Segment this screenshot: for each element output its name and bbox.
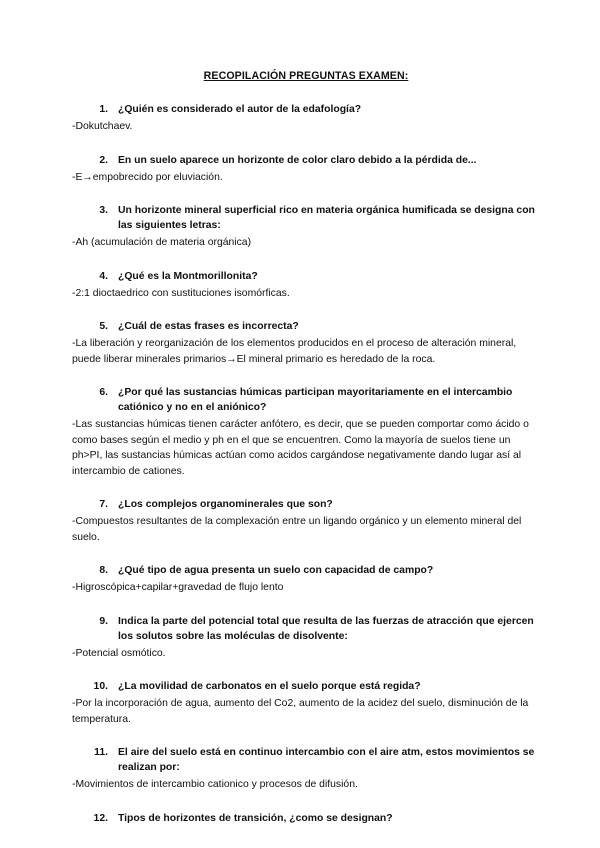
question-heading xyxy=(72,679,540,694)
answer-text: -Dokutchaev. xyxy=(72,121,133,132)
question-number: 3. xyxy=(99,205,108,216)
question-heading xyxy=(72,269,540,284)
question-number: 10. xyxy=(93,681,108,692)
question-item xyxy=(72,745,540,793)
question-text: El aire del suelo está en continuo intercambio con el aire atm, estos movimientos se realizan por: xyxy=(118,747,535,773)
question-number: 11. xyxy=(94,747,108,758)
question-number: 4. xyxy=(99,270,108,282)
question-text: Tipos de horizontes de transición, ¿como se designan? xyxy=(118,812,393,824)
question-number: 1. xyxy=(99,104,108,115)
question-item xyxy=(72,497,540,545)
question-number: 7. xyxy=(99,499,108,510)
question-list xyxy=(72,102,540,826)
question-heading xyxy=(72,497,540,512)
answer-text: -Potencial osmótico. xyxy=(72,647,166,659)
question-item xyxy=(72,385,540,479)
answer-text: -Higroscópica+capilar+gravedad de flujo lento xyxy=(72,582,284,593)
question-number: 2. xyxy=(99,154,108,166)
question-number: 6. xyxy=(99,387,108,398)
question-heading xyxy=(72,811,540,826)
question-text: ¿Los complejos organominerales que son? xyxy=(118,499,333,510)
document-title: RECOPILACIÓN PREGUNTAS EXAMEN: xyxy=(203,70,409,82)
question-heading xyxy=(72,203,540,233)
question-item xyxy=(72,269,540,302)
question-text: ¿Qué es la Montmorillonita? xyxy=(118,270,258,282)
question-text: ¿Quién es considerado el autor de la edafología? xyxy=(118,104,362,115)
question-item xyxy=(72,153,540,186)
question-heading xyxy=(72,385,540,415)
question-item xyxy=(72,102,540,135)
question-heading xyxy=(72,319,540,334)
question-heading xyxy=(72,563,540,578)
question-text: Indica la parte del potencial total que resulta de las fuerzas de atracción que ejercen los solutos sobre las moléculas de disolvente: xyxy=(118,615,534,642)
question-heading xyxy=(72,745,540,775)
question-item xyxy=(72,811,540,826)
question-heading xyxy=(72,102,540,117)
answer-text: -Compuestos resultantes de la complexación entre un ligando orgánico y un elemento mineral del suelo. xyxy=(72,516,522,543)
question-text: ¿Cuál de estas frases es incorrecta? xyxy=(118,321,299,332)
answer-text: -Movimientos de intercambio cationico y procesos de difusión. xyxy=(72,779,358,790)
question-item xyxy=(72,563,540,596)
question-number: 5. xyxy=(99,321,108,332)
answer-text: -Ah (acumulación de materia orgánica) xyxy=(72,237,252,248)
question-item xyxy=(72,679,540,727)
question-number: 12. xyxy=(93,812,108,824)
answer-text: -La liberación y reorganización de los elementos producidos en el proceso de alteración mineral, puede liberar minerales primarios→El mineral primario es heredado de la roca. xyxy=(72,338,517,365)
question-text: ¿Qué tipo de agua presenta un suelo con capacidad de campo? xyxy=(118,565,434,576)
answer-text: -Las sustancias húmicas tienen carácter anfótero, es decir, que se pueden comportar como ácido o como bases según el medio y ph en el que se encuentren. Como la mayoría de suelos tiene un ph>PI, las sustancias húmicas actúan como acidos cargándose negativamente dando lugar así al intercambio de cationes. xyxy=(72,419,529,477)
question-text: ¿Por qué las sustancias húmicas participan mayoritariamente en el intercambio catiónico y no en el aniónico? xyxy=(118,387,513,413)
question-heading xyxy=(72,614,540,644)
question-number: 8. xyxy=(99,565,108,576)
question-text: ¿La movilidad de carbonatos en el suelo porque está regida? xyxy=(118,681,421,692)
answer-text: -Por la incorporación de agua, aumento del Co2, aumento de la acidez del suelo, disminución de la temperatura. xyxy=(72,698,529,725)
question-text: Un horizonte mineral superficial rico en materia orgánica humificada se designa con las siguientes letras: xyxy=(118,205,535,231)
question-number: 9. xyxy=(99,615,108,627)
answer-text: -2:1 dioctaedrico con sustituciones isomórficas. xyxy=(72,287,290,299)
question-item xyxy=(72,319,540,367)
question-heading xyxy=(72,153,540,168)
answer-text: -E→empobrecido por eluviación. xyxy=(72,171,223,183)
question-item xyxy=(72,614,540,662)
question-text: En un suelo aparece un horizonte de color claro debido a la pérdida de... xyxy=(118,154,477,166)
question-item xyxy=(72,203,540,251)
